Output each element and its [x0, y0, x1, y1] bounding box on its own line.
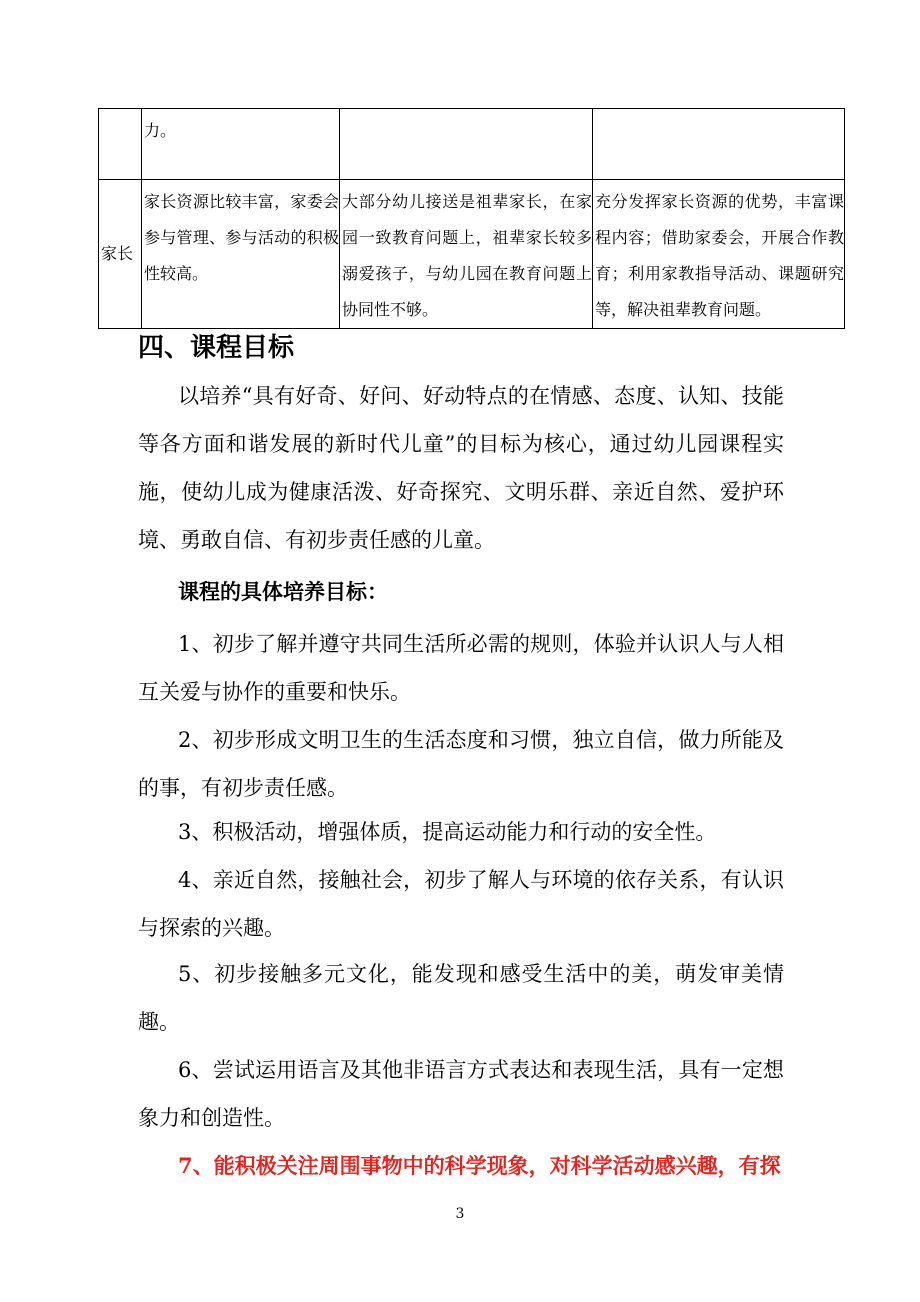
intro-text: 以培养“具有好奇、好问、好动特点的在情感、态度、认知、技能等各方面和谐发展的新时代儿童”的目标为核心，通过幼儿园课程实施，使幼儿成为健康活泼、好奇探究、文明乐群、亲近自然、爱护环境、勇敢自信、有初步责任感的儿童。: [138, 384, 784, 552]
table-cell-label: 家长: [99, 180, 142, 329]
intro-paragraph: [138, 372, 784, 564]
table-row: [99, 109, 845, 180]
table-cell-label: [99, 109, 142, 180]
section-title: 四、课程目标: [138, 333, 295, 363]
table-cell-problem: [340, 109, 593, 180]
table-cell-strategy: 充分发挥家长资源的优势，丰富课程内容；借助家委会，开展合作教育；利用家教指导活动、课题研究等，解决祖辈教育问题。: [593, 180, 845, 329]
table-cell-status: 力。: [142, 109, 340, 180]
resource-table: [98, 108, 845, 329]
goals-subtitle: 课程的具体培养目标：: [178, 579, 388, 604]
goal-item-highlighted: 7、能积极关注周围事物中的科学现象，对科学活动感兴趣，有探: [178, 1153, 781, 1178]
goal-item: 2、初步形成文明卫生的生活态度和习惯，独立自信，做力所能及的事，有初步责任感。: [138, 728, 784, 800]
table-cell-problem: 大部分幼儿接送是祖辈家长，在家园一致教育问题上，祖辈家长较多溺爱孩子，与幼儿园在教育问题上协同性不够。: [340, 180, 593, 329]
table-cell-status: 家长资源比较丰富，家委会参与管理、参与活动的积极性较高。: [142, 180, 340, 329]
goal-item: 1、初步了解并遵守共同生活所必需的规则，体验并认识人与人相互关爱与协作的重要和快乐。: [138, 632, 784, 704]
page-number: 3: [455, 1206, 465, 1222]
goal-item: 5、初步接触多元文化，能发现和感受生活中的美，萌发审美情趣。: [138, 962, 784, 1034]
table-row: [99, 180, 845, 329]
goal-item: 4、亲近自然，接触社会，初步了解人与环境的依存关系，有认识与探索的兴趣。: [138, 868, 784, 940]
table-cell-strategy: [593, 109, 845, 180]
goal-item: 3、积极活动，增强体质，提高运动能力和行动的安全性。: [178, 820, 717, 844]
goal-item: 6、尝试运用语言及其他非语言方式表达和表现生活，具有一定想象力和创造性。: [138, 1058, 784, 1130]
